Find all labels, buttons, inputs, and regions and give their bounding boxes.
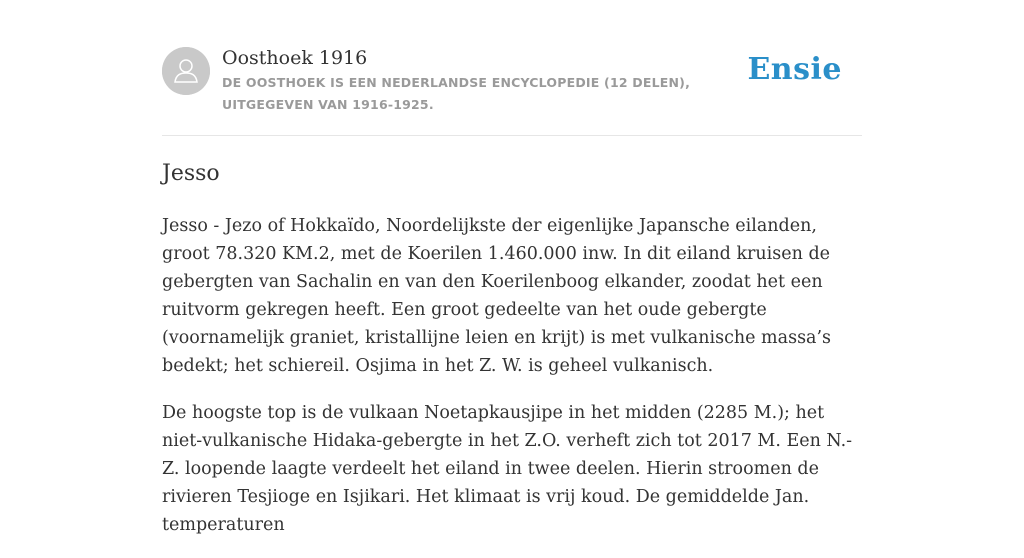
source-header xyxy=(162,46,862,136)
article-paragraph: De hoogste top is de vulkaan Noetapkausjipe in het midden (2285 M.); het niet-vulkanische Hidaka-gebergte in het Z.O. verheft zich tot 2017 M. Een N.-Z. loopende laagte verdeelt het eiland in twee deelen. Hierin stroomen de rivieren Tesjioge en Isjikari. Het klimaat is vrij koud. De gemiddelde Jan. temperaturen xyxy=(162,403,853,535)
entry-title: Jesso xyxy=(162,161,220,186)
user-icon[interactable] xyxy=(162,47,210,95)
source-description: DE OOSTHOEK IS EEN NEDERLANDSE ENCYCLOPEDIE (12 DELEN), UITGEGEVEN VAN 1916-1925. xyxy=(222,75,691,112)
header-divider xyxy=(162,135,862,136)
article-body xyxy=(162,212,862,558)
article-paragraph: Jesso - Jezo of Hokkaïdo, Noordelijkste der eigenlijke Japansche eilanden, groot 78.320 KM.2, met de Koerilen 1.460.000 inw. In dit eiland kruisen de gebergten van Sachalin en van den Koerilenboog elkander, zoodat het een ruitvorm gekregen heeft. Een groot gedeelte van het oude gebergte (voornamelijk graniet, kristallijne leien en krijt) is met vulkanische massa’s bedekt; het schiereil. Osjima in het Z. W. is geheel vulkanisch. xyxy=(162,216,832,376)
ensie-logo[interactable]: Ensie xyxy=(747,52,842,87)
source-title[interactable]: Oosthoek 1916 xyxy=(222,47,368,69)
